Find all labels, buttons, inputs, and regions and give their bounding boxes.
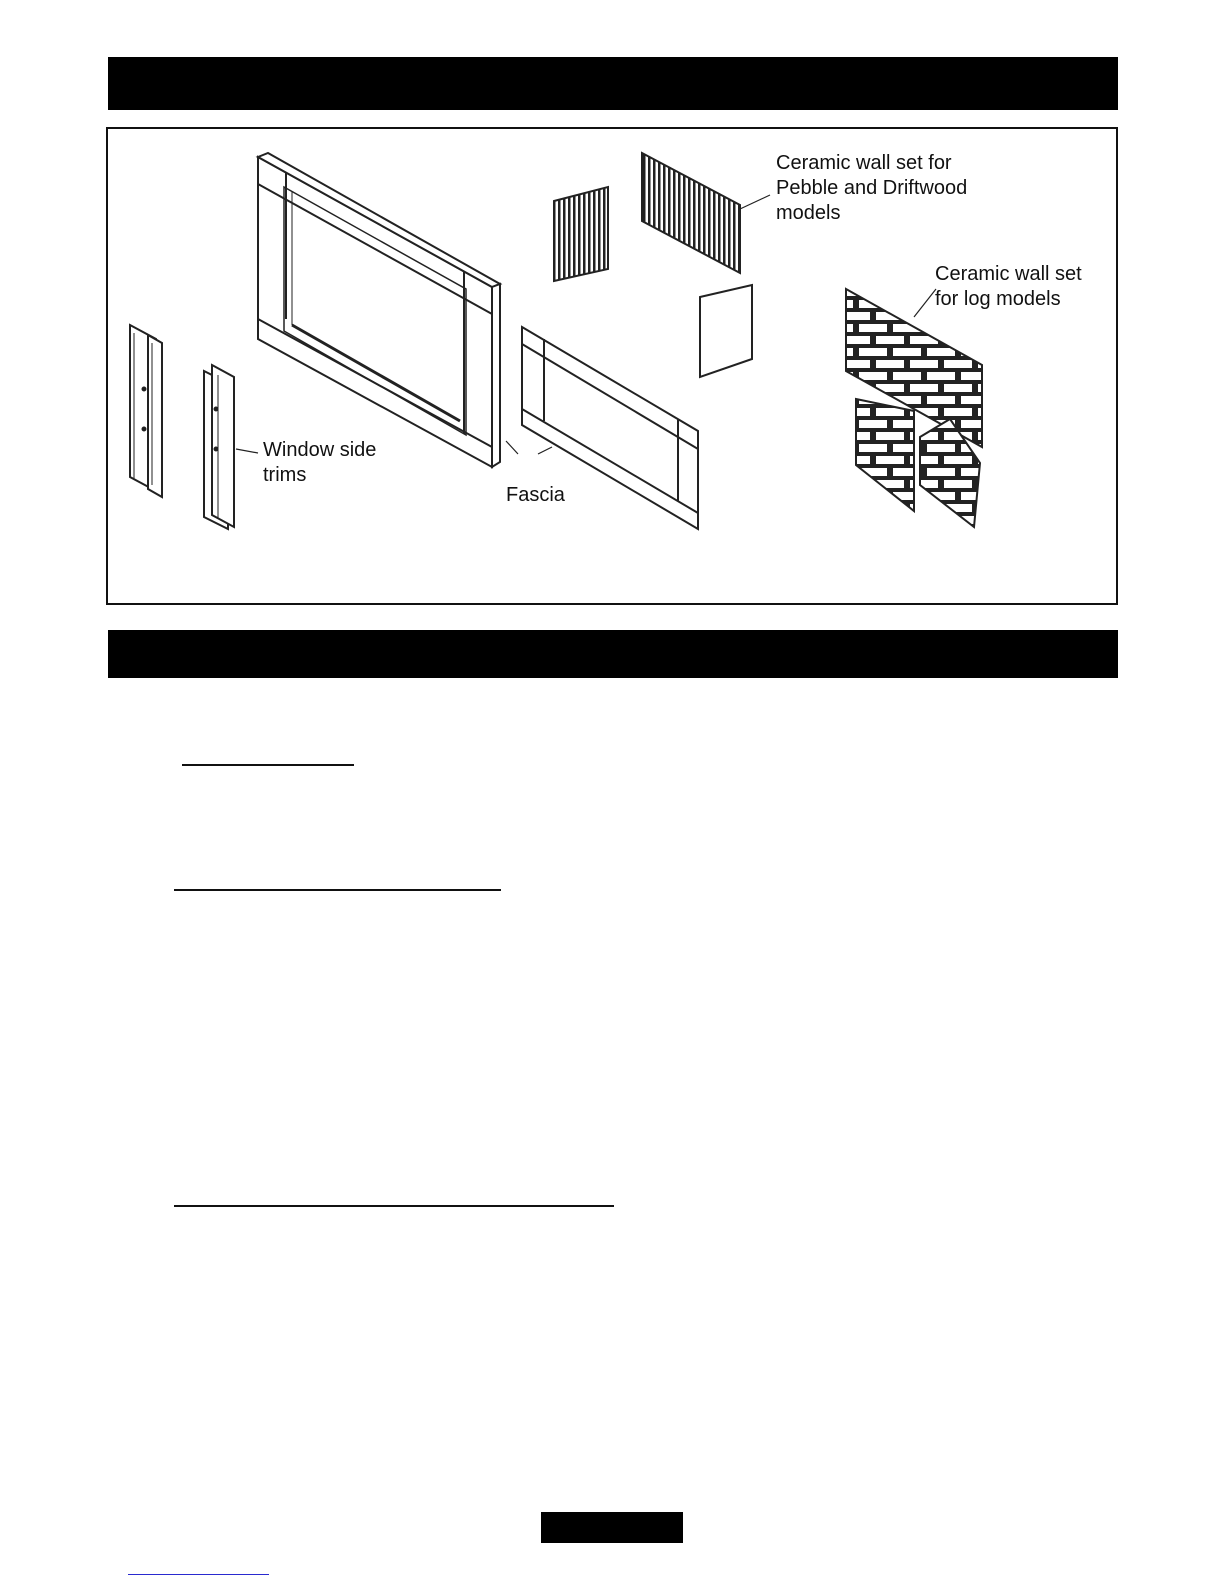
section-header-bar xyxy=(108,630,1118,678)
fascia-label: Fascia xyxy=(506,484,565,506)
parts-illustration-panel xyxy=(106,127,1118,605)
window-side-trims-drawing xyxy=(130,325,258,529)
window-side-trims-label: Window side trims xyxy=(263,439,377,486)
heading-underline xyxy=(182,764,354,766)
heading-underline xyxy=(174,1205,614,1207)
footer-link-underline[interactable] xyxy=(128,1574,269,1575)
log-wall-set-drawing xyxy=(846,289,982,527)
heading-underline xyxy=(174,889,501,891)
page-number-box xyxy=(541,1512,683,1543)
log-wall-set-label: Ceramic wall set for log models xyxy=(935,263,1082,310)
main-frame-drawing xyxy=(258,153,500,467)
section-header-bar xyxy=(108,57,1118,110)
pebble-wall-set-label: Ceramic wall set for Pebble and Driftwood models xyxy=(776,152,968,224)
pebble-wall-set-drawing xyxy=(554,153,770,377)
